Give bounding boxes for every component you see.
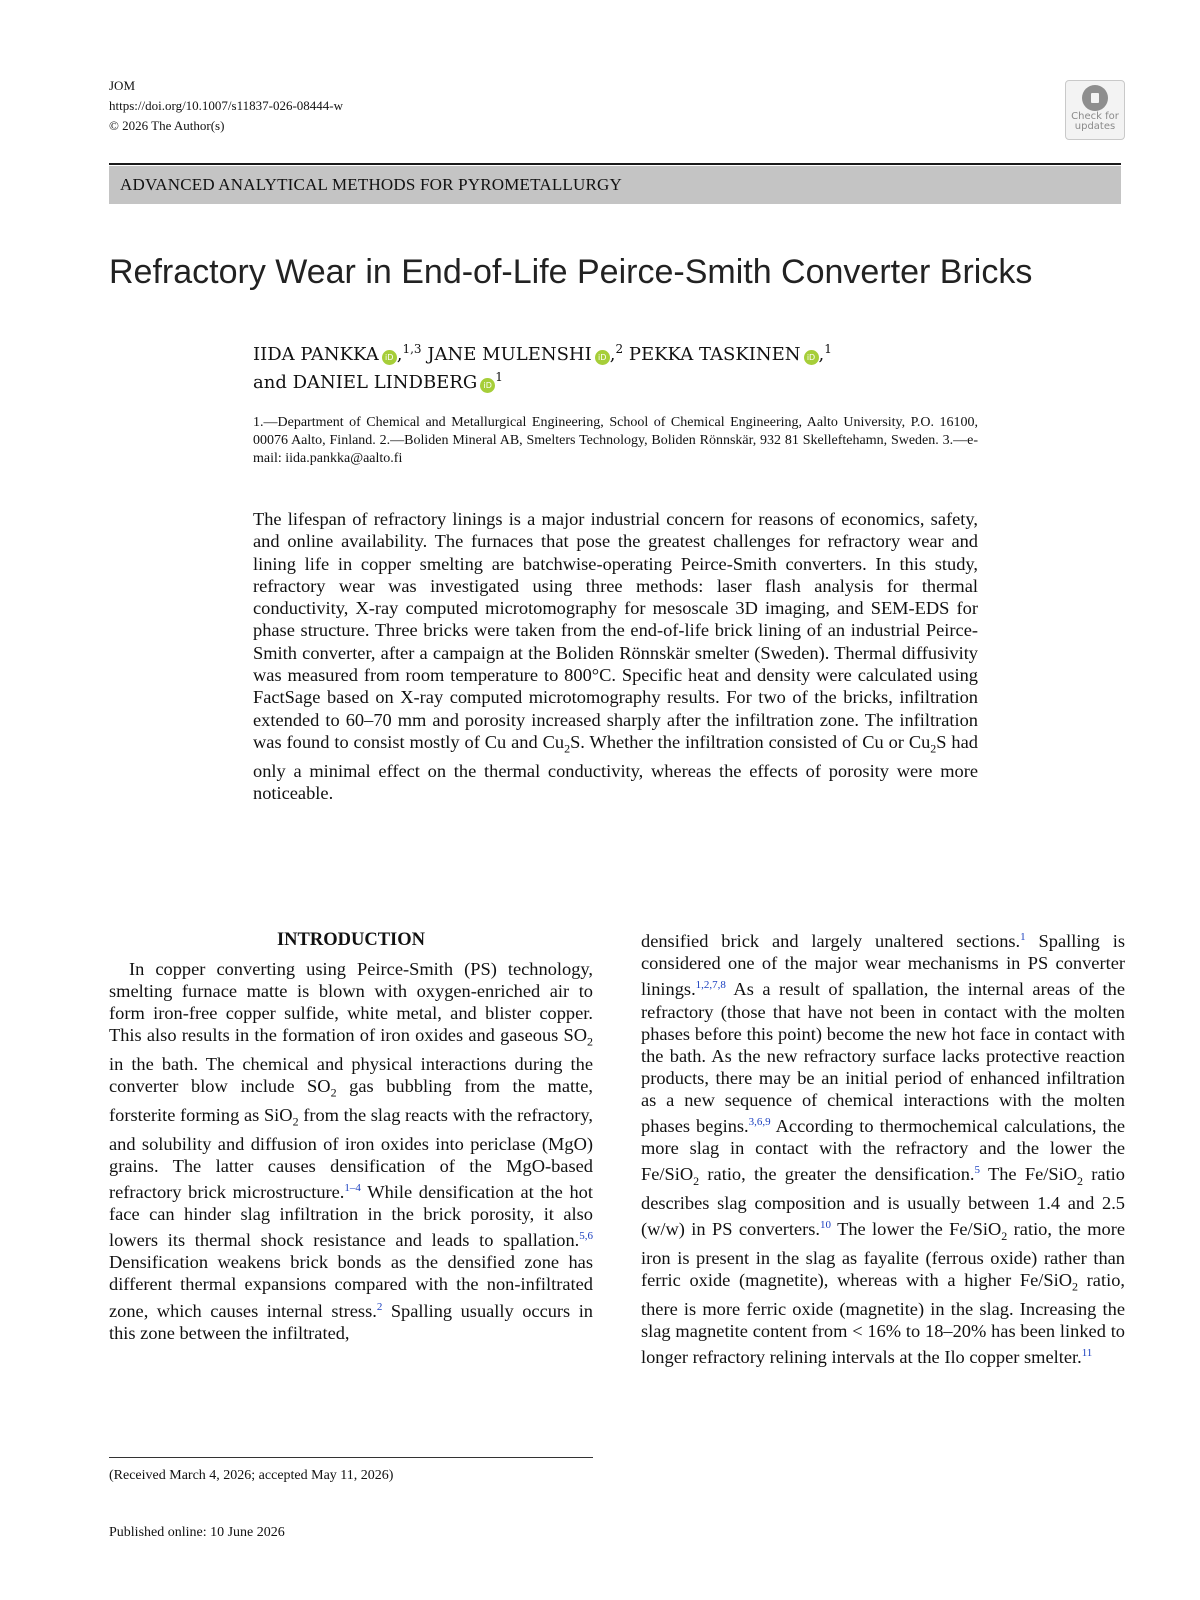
- author-affiliation-sup: 1,3: [402, 342, 422, 356]
- citation-link[interactable]: 1–4: [344, 1181, 361, 1194]
- abstract: The lifespan of refractory linings is a major industrial concern for reasons of economics, safety, and online availability. The furnaces that pose the greatest challenges for refractory wear and lining life in copper smelting are batchwise-operating Peirce-Smith converters. In this study, refractory wear was investigated using three methods: laser flash analysis for thermal conductivity, X-ray computed microtomography for mesoscale 3D imaging, and SEM-EDS for phase structure. Three bricks were taken from the end-of-life brick lining of an industrial Peirce-Smith converter, after a campaign at the Boliden Rönnskär smelter (Sweden). Thermal diffusivity was measured from room temperature to 800°C. Specific heat and density were calculated using FactSage based on X-ray computed microtomography results. For two of the bricks, infiltration extended to 60–70 mm and porosity increased sharply after the infiltration zone. The infiltration was found to consist mostly of Cu and $Cu_2S$. Whether the infiltration consisted of Cu or $Cu_2S$ had only a minimal effect on the thermal conductivity, whereas the effects of porosity were more noticeable.: [253, 509, 978, 804]
- crossmark-icon: [1082, 85, 1108, 111]
- citation-link[interactable]: 1: [1020, 931, 1026, 943]
- author-affiliation-sup: 1: [824, 342, 832, 356]
- citation-link[interactable]: 11: [1081, 1347, 1093, 1360]
- citation-link[interactable]: 1,2,7,8: [695, 979, 726, 992]
- column-right: [641, 926, 1125, 1368]
- authors-and: and: [253, 372, 287, 393]
- received-dates: (Received March 4, 2026; accepted May 11, 2026): [109, 1468, 394, 1483]
- published-date: Published online: 10 June 2026: [109, 1525, 285, 1540]
- article-title: Refractory Wear in End-of-Life Peirce-Smith Converter Bricks: [109, 253, 1033, 291]
- author-affiliation-sup: 2: [615, 342, 624, 356]
- crossmark-label-2: updates: [1074, 121, 1116, 132]
- citation-link[interactable]: 10: [820, 1219, 832, 1232]
- doi-link[interactable]: https://doi.org/10.1007/s11837-026-08444-w: [109, 98, 343, 113]
- check-for-updates-badge[interactable]: [1065, 80, 1125, 140]
- affiliations: 1.—Department of Chemical and Metallurgical Engineering, School of Chemical Engineering, Aalto University, P.O. 16100, 00076 Aalto, Finland. 2.—Boliden Mineral AB, Smelters Technology, Boliden Rönnskär, 932 81 Skelleftehamn, Sweden. 3.—e-mail: iida.pankka@aalto.fi: [253, 415, 978, 466]
- copyright-line: © 2026 The Author(s): [109, 118, 225, 133]
- author-name: IIDA PANKKA: [253, 344, 379, 365]
- column-left: [109, 958, 593, 1344]
- citation-link[interactable]: 2: [376, 1300, 383, 1313]
- citation-link[interactable]: 3,6,9: [748, 1116, 771, 1128]
- citation-link[interactable]: 5,6: [579, 1230, 593, 1243]
- author-name: DANIEL LINDBERG: [292, 372, 478, 393]
- orcid-icon[interactable]: iD: [804, 350, 819, 365]
- orcid-icon[interactable]: iD: [382, 350, 397, 365]
- author-affiliation-sup: 1: [495, 370, 503, 384]
- section-heading-introduction: INTRODUCTION: [276, 930, 426, 950]
- header-rule: [109, 163, 1121, 165]
- author-name: JANE MULENSHI: [427, 344, 592, 365]
- journal-meta: [109, 76, 343, 136]
- citation-link[interactable]: 5: [974, 1164, 980, 1177]
- paragraph: In copper converting using Peirce-Smith (PS) technology, smelting furnace matte is blown with oxygen-enriched air to form iron-free copper sulfide, white metal, and blister copper. This also results in the formation of iron oxides and gaseous $SO_2$ in the bath. The chemical and physical interactions during the converter blow include $SO_2$ gas bubbling from the matte, forsterite forming as SiO$_2$ from the slag reacts with the refractory, and solubility and diffusion of iron oxides into periclase (MgO) grains. The latter causes densification of the MgO-based refractory brick microstructure.$^{1-4}$ While densification at the hot face can hinder slag infiltration in the brick porosity, it also lowers its thermal shock resistance and leads to spallation.$^{5,6}$ Densification weakens brick bonds as the densified zone has different thermal expansions compared with the non-infiltrated zone, which causes internal stress.$^2$ Spalling usually occurs in this zone between the infiltrated,: [109, 959, 593, 1343]
- section-label: ADVANCED ANALYTICAL METHODS FOR PYROMETALLURGY: [120, 175, 622, 194]
- crossmark-label-1: Check for: [1071, 111, 1119, 122]
- journal-name: JOM: [109, 78, 136, 93]
- footnote-rule: [109, 1457, 593, 1458]
- section-bar: [109, 166, 1121, 204]
- orcid-icon[interactable]: iD: [480, 378, 495, 393]
- author-name: PEKKA TASKINEN: [628, 344, 801, 365]
- paragraph: densified brick and largely unaltered sections.$^1$ Spalling is considered one of the major wear mechanisms in PS converter linings.$^{1,2,7,8}$ As a result of spallation, the internal areas of the refractory (those that have not been in contact with the molten phases before this point) become the new hot face in contact with the bath. As the new refractory surface lacks protective reaction products, there may be an initial period of enhanced infiltration as a new sequence of chemical interactions with the molten phases begins.$^{3,6,9}$ According to thermochemical calculations, the more slag in contact with the refractory and the lower the Fe/SiO$_2$ ratio, the greater the densification.$^5$ The Fe/SiO$_2$ ratio describes slag composition and is usually between 1.4 and 2.5 (w/w) in PS converters.$^{10}$ The lower the Fe/SiO$_2$ ratio, the more iron is present in the slag as fayalite (ferrous oxide) rather than ferric oxide (magnetite), whereas with a higher Fe/SiO$_2$ ratio, there is more ferric oxide (magnetite) in the slag. Increasing the slag magnetite content from < 16% to 18–20% has been linked to longer refractory relining intervals at the Ilo copper smelter.$^{11}$: [641, 931, 1126, 1368]
- author-list: IIDA PANKKA iD ,$^{1,3}$ JANE MULENSHI iD ,$^2$ PEKKA TASKINEN iD ,$^1$ and DANIEL LINDBERG $iD^1$: [253, 342, 832, 393]
- orcid-icon[interactable]: iD: [595, 350, 610, 365]
